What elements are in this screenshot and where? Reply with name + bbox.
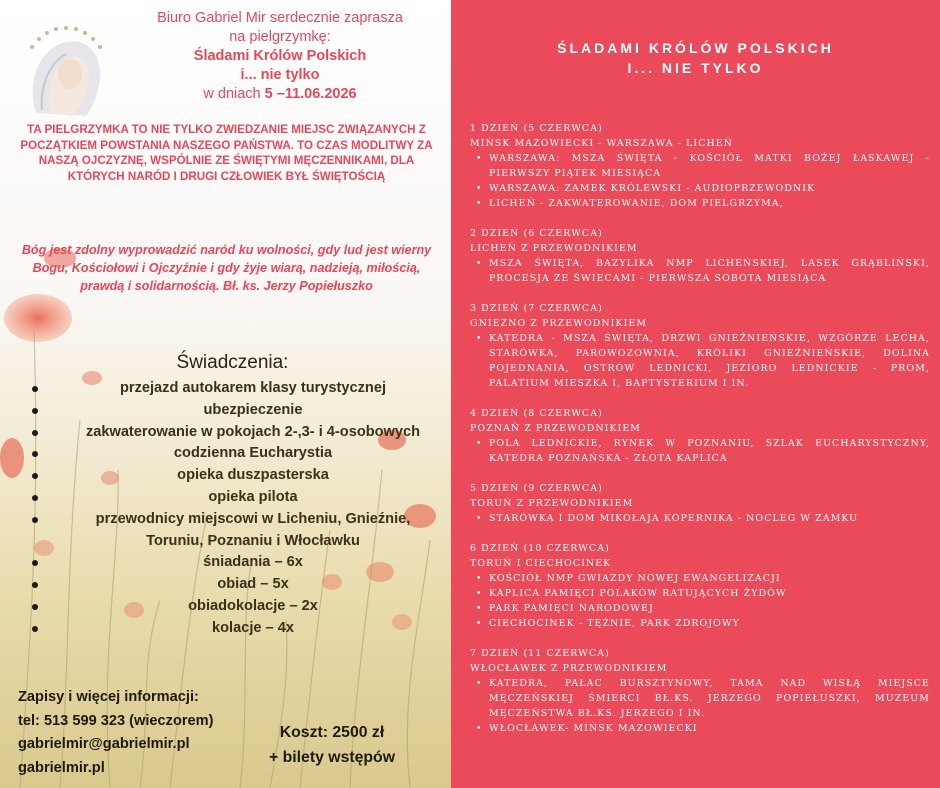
day-route: TORUŃ I CIECHOCINEK (470, 558, 612, 569)
day-items (470, 331, 930, 391)
bullet-icon (32, 560, 38, 566)
list-item: • PARK PAMIĘCI NARODOWEJ (470, 601, 930, 616)
intro-dates-prefix: w dniach (203, 86, 265, 102)
intro-dates: 5 –11.06.2026 (264, 86, 357, 102)
list-item: • CIECHOCINEK - TĘŻNIE, PARK ZDROJOWY (470, 616, 930, 631)
bullet-icon (32, 604, 38, 610)
day-route: LICHEŃ Z PRZEWODNIKIEM (470, 243, 638, 254)
right-panel (451, 0, 940, 788)
benefits-list (28, 378, 438, 640)
bullet-icon (32, 582, 38, 588)
price-block (247, 720, 417, 770)
list-item: obiadokolacje – 2x (28, 596, 438, 618)
program-title-line2: I... NIE TYLKO (627, 60, 764, 76)
intro-title: Śladami Królów Polskich (193, 48, 367, 64)
bullet-icon (32, 386, 38, 392)
day-heading: 6 DZIEŃ (10 CZERWCA) (470, 543, 610, 554)
day-5 (470, 481, 930, 526)
day-1 (470, 121, 930, 211)
list-item: • LICHEŃ - ZAKWATEROWANIE, DOM PIELGRZYMA, (470, 196, 930, 211)
day-route: TORUŃ Z PRZEWODNIKIEM (470, 498, 634, 509)
list-item: obiad – 5x (28, 574, 438, 596)
program-title-line1: ŚLADAMI KRÓLÓW POLSKICH (557, 40, 834, 56)
bullet-icon (32, 495, 38, 501)
list-item: • WARSZAWA: ZAMEK KRÓLEWSKI - AUDIOPRZEWODNIK (470, 181, 930, 196)
list-item: zakwaterowanie w pokojach 2-,3- i 4-osobowych (28, 422, 438, 444)
contact-website[interactable]: gabrielmir.pl (18, 759, 105, 776)
price-amount: Koszt: 2500 zł (279, 724, 385, 741)
list-item: • MSZA ŚWIĘTA, BAZYLIKA NMP LICHEŃSKIEJ, LASEK GRĄBLIŃSKI, PROCESJA ZE ŚWIECAMI - PIERWSZA SOBOTA MIESIĄCA (470, 256, 930, 286)
intro-block (120, 9, 440, 104)
bullet-icon (32, 408, 38, 414)
list-item: śniadania – 6x (28, 552, 438, 574)
day-heading: 1 DZIEŃ (5 CZERWCA) (470, 123, 603, 134)
pilgrimage-description: TA PIELGRZYMKA TO NIE TYLKO ZWIEDZANIE MIEJSC ZWIĄZANYCH Z POCZĄTKIEM POWSTANIA NASZEGO PAŃSTWA. TO CZAS MODLITWY ZA NASZĄ OJCZYZNĘ, WSPÓLNIE ZE ŚWIĘTYMI MĘCZENNIKAMI, DLA KTÓRYCH NARÓD I DRUGI CZŁOWIEK BYŁ ŚWIĘTOŚCIĄ (20, 123, 433, 183)
day-heading: 7 DZIEŃ (11 CZERWCA) (470, 648, 610, 659)
day-items (470, 571, 930, 631)
list-item: • KATEDRA, PAŁAC BURSZTYNOWY, TAMA NAD WISŁĄ MIEJSCE MĘCZEŃSKIEJ ŚMIERCI BŁ.KS. JERZEGO POPIEŁUSZKI, MUZEUM MĘCZEŃSTWA BŁ.KS. JERZEGO I IN. (470, 676, 930, 721)
contact-phone[interactable]: tel: 513 599 323 (wieczorem) (18, 712, 214, 729)
list-item: opieka pilota (28, 487, 438, 509)
popieluszko-quote: Bóg jest zdolny wyprowadzić naród ku wolności, gdy lud jest wierny Bogu, Kościołowi i Ojczyźnie i gdy żyje wiarą, nadzieją, miłością, prawdą i solidarnością. Bł. ks. Jerzy Popiełuszko (21, 243, 432, 293)
list-item: • WARSZAWA: MSZA ŚWIĘTA - KOŚCIÓŁ MATKI BOŻEJ ŁASKAWEJ - PIERWSZY PIĄTEK MIESIĄCA (470, 151, 930, 181)
list-item: • KATEDRA - MSZA ŚWIĘTA, DRZWI GNIEŹNIEŃSKIE, WZGÓRZE LECHA, STARÓWKA, PAROWOZOWNIA, KRÓLIKI GNIEŹNIEŃSKIE, DOLINA POJEDNANIA, OSTRÓW LEDNICKI, JEZIORO LEDNICKIE - PROM, PALATIUM MIESZKA I, BAPTYSTERIUM I IN. (470, 331, 930, 391)
day-6 (470, 541, 930, 631)
day-items (470, 436, 930, 466)
day-items (470, 256, 930, 286)
day-2 (470, 226, 930, 286)
day-route: POZNAŃ Z PRZEWODNIKIEM (470, 423, 641, 434)
bullet-icon (32, 430, 38, 436)
price-note: + bilety wstępów (269, 749, 395, 766)
day-4 (470, 406, 930, 466)
contact-block (18, 686, 214, 780)
left-panel (0, 0, 451, 788)
madonna-illustration (16, 18, 116, 118)
itinerary (470, 121, 930, 751)
list-item: kolacje – 4x (28, 618, 438, 640)
program-title (451, 38, 940, 78)
bullet-icon (32, 626, 38, 632)
list-item: • STARÓWKA I DOM MIKOŁAJA KOPERNIKA - NOCLEG W ZAMKU (470, 511, 930, 526)
intro-subtitle: i... nie tylko (240, 67, 320, 83)
day-items (470, 511, 930, 526)
list-item: • KAPLICA PAMIĘCI POLAKÓW RATUJĄCYCH ŻYDÓW (470, 586, 930, 601)
list-item: opieka duszpasterska (28, 465, 438, 487)
day-heading: 2 DZIEŃ (6 CZERWCA) (470, 228, 603, 239)
list-item: ubezpieczenie (28, 400, 438, 422)
list-item: przewodnicy miejscowi w Licheniu, Gnieźnie, Toruniu, Poznaniu i Włocławku (28, 509, 438, 553)
list-item: • KOŚCIÓŁ NMP GWIAZDY NOWEJ EWANGELIZACJI (470, 571, 930, 586)
day-route: MIŃSK MAZOWIECKI - WARSZAWA - LICHEŃ (470, 138, 733, 149)
intro-invite-line: Biuro Gabriel Mir serdecznie zaprasza (157, 10, 403, 26)
list-item: • POLA LEDNICKIE, RYNEK W POZNANIU, SZLAK EUCHARYSTYCZNY, KATEDRA POZNAŃSKA - ZŁOTA KAPLICA (470, 436, 930, 466)
day-7 (470, 646, 930, 736)
contact-heading: Zapisy i więcej informacji: (18, 689, 199, 705)
list-item: codzienna Eucharystia (28, 443, 438, 465)
day-heading: 4 DZIEŃ (8 CZERWCA) (470, 408, 603, 419)
day-items (470, 151, 930, 211)
day-items (470, 676, 930, 736)
bullet-icon (32, 473, 38, 479)
bullet-icon (32, 451, 38, 457)
intro-pilgrimage-line: na pielgrzymkę: (229, 29, 331, 45)
list-item: przejazd autokarem klasy turystycznej (28, 378, 438, 400)
contact-email[interactable]: gabrielmir@gabrielmir.pl (18, 736, 190, 752)
day-route: WŁOCŁAWEK Z PRZEWODNIKIEM (470, 663, 668, 674)
day-3 (470, 301, 930, 391)
day-heading: 5 DZIEŃ (9 CZERWCA) (470, 483, 603, 494)
bullet-icon (32, 517, 38, 523)
day-heading: 3 DZIEŃ (7 CZERWCA) (470, 303, 603, 314)
intro-dates-line (120, 85, 440, 104)
list-item: • WŁOCŁAWEK- MIŃSK MAZOWIECKI (470, 721, 930, 736)
day-route: GNIEZNO Z PRZEWODNIKIEM (470, 318, 648, 329)
benefits-heading: Świadczenia: (176, 352, 289, 373)
